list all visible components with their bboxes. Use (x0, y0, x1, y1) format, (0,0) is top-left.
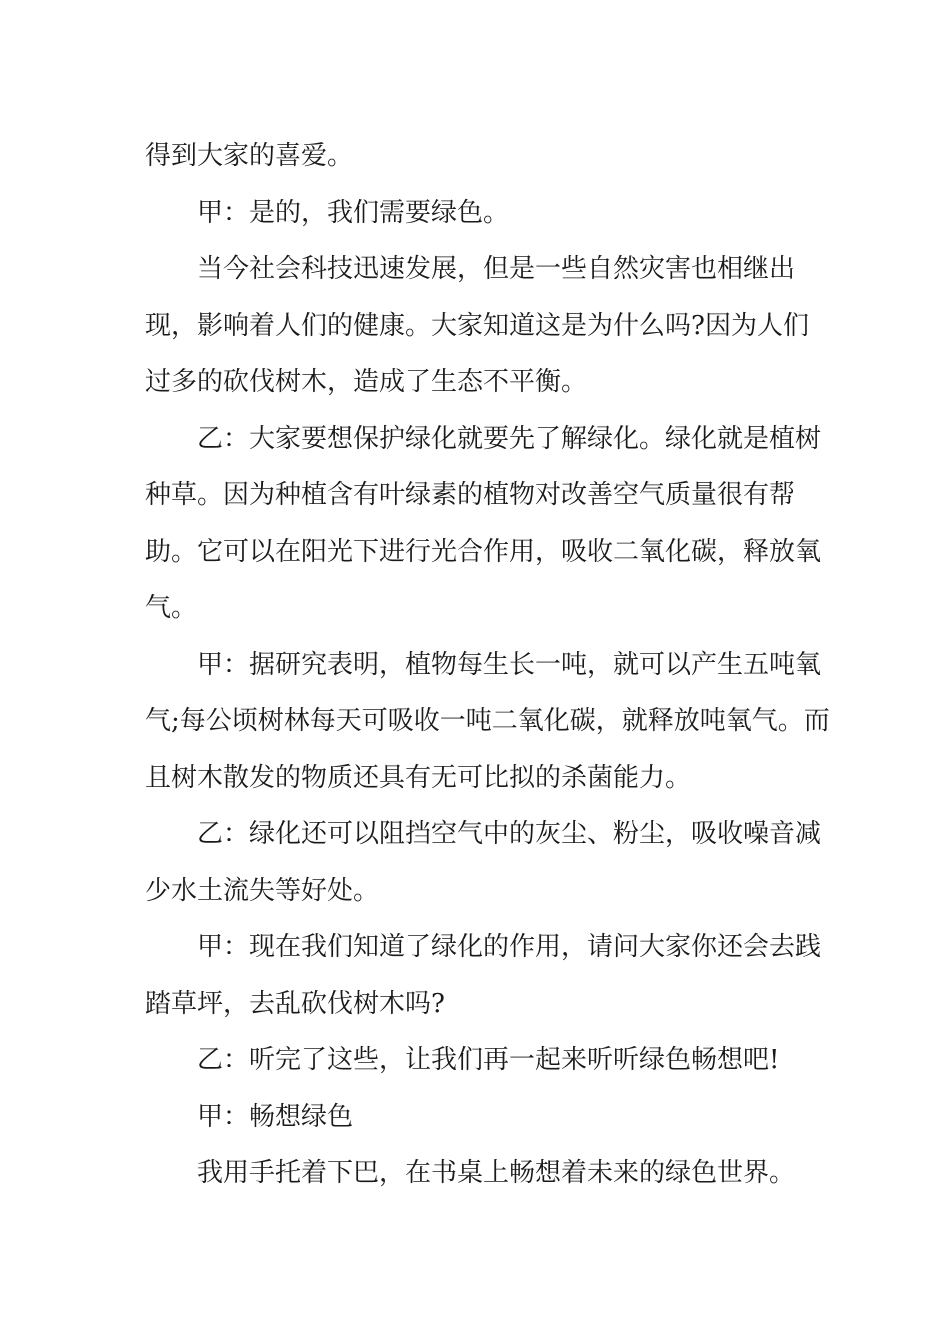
paragraph-7: 甲：现在我们知道了绿化的作用，请问大家你还会去践踏草坪，去乱砍伐树木吗? (145, 932, 822, 1019)
paragraph-8: 乙：听完了这些，让我们再一起来听听绿色畅想吧! (197, 1045, 780, 1075)
paragraph-9: 甲：畅想绿色 (197, 1101, 354, 1132)
paragraph-1: 得到大家的喜爱。 (145, 141, 354, 171)
paragraph-4: 乙：大家要想保护绿化就要先了解绿化。绿化就是植树种草。因为种植含有叶绿素的植物对改善空气质量很有帮助。它可以在阳光下进行光合作用，吸收二氧化碳，释放氧气。 (145, 423, 822, 623)
paragraph-3: 当今社会科技迅速发展，但是一些自然灾害也相继出现，影响着人们的健康。大家知道这是为什么吗?因为人们过多的砍伐树木，造成了生态不平衡。 (145, 254, 809, 397)
paragraph-10: 我用手托着下巴，在书桌上畅想着未来的绿色世界。 (197, 1158, 796, 1188)
paragraph-2: 甲：是的，我们需要绿色。 (197, 197, 510, 228)
document-body (145, 128, 830, 1202)
paragraph-6: 乙：绿化还可以阻挡空气中的灰尘、粉尘，吸收噪音减少水土流失等好处。 (145, 819, 822, 906)
paragraph-5: 甲：据研究表明，植物每生长一吨，就可以产生五吨氧气;每公顷树林每天可吸收一吨二氧化碳，就释放吨氧气。而且树木散发的物质还具有无可比拟的杀菌能力。 (145, 649, 830, 793)
